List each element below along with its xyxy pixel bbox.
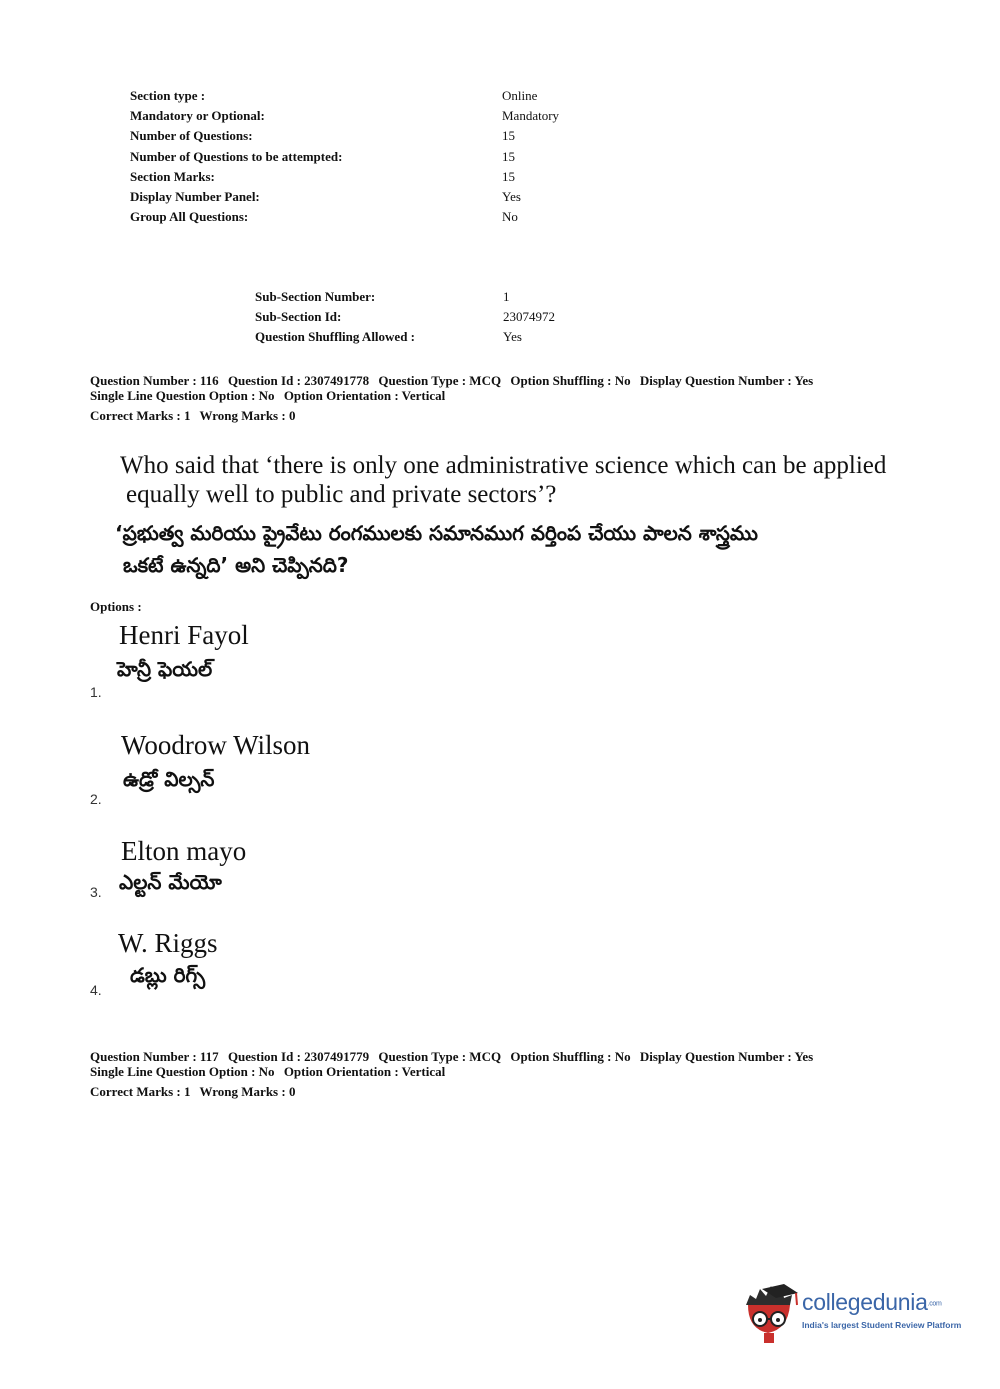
- subsection-row: [255, 307, 555, 327]
- subsection-field-label: Sub-Section Number:: [255, 289, 376, 304]
- metadata-line: [90, 1084, 813, 1099]
- section-field-label: Group All Questions:: [130, 209, 249, 225]
- question-line: equally well to public and private sectors’?: [126, 481, 557, 508]
- section-row: [130, 147, 559, 167]
- subsection-field-label: Question Shuffling Allowed :: [255, 329, 416, 345]
- section-row: [130, 86, 559, 106]
- metadata-line: [90, 408, 813, 423]
- section-field-label: Section type :: [130, 88, 206, 103]
- section-row: [130, 167, 559, 187]
- section-field-value: Mandatory: [502, 108, 560, 124]
- subsection-info-table: [255, 287, 555, 348]
- question-117-metadata: [90, 1049, 813, 1099]
- question-id: Question Id : 2307491779: [227, 1049, 370, 1064]
- option-orientation: Option Orientation : Vertical: [283, 1064, 446, 1079]
- single-line-option: Single Line Question Option : No: [90, 1064, 275, 1079]
- question-id: Question Id : 2307491778: [227, 373, 370, 388]
- single-line-option: Single Line Question Option : No: [90, 388, 275, 403]
- section-field-label: Display Number Panel:: [130, 189, 260, 205]
- option-3-number: 3.: [90, 884, 102, 900]
- option-shuffling: Option Shuffling : No: [510, 1049, 631, 1064]
- section-field-label: Section Marks:: [130, 168, 215, 184]
- section-field-label: Mandatory or Optional:: [130, 108, 265, 124]
- option-3-telugu: ఎల్టన్ మేయో: [119, 870, 222, 894]
- metadata-line: [90, 1049, 813, 1064]
- question-type: Question Type : MCQ: [378, 1049, 502, 1064]
- section-row: [130, 207, 559, 227]
- subsection-row: [255, 287, 555, 307]
- section-field-label: Number of Questions to be attempted:: [130, 148, 343, 164]
- option-1-telugu: హెన్రీ ఫెయల్: [117, 657, 213, 681]
- correct-marks: Correct Marks : 1: [90, 1084, 191, 1099]
- option-2-number: 2.: [90, 791, 102, 807]
- section-field-value: 15: [502, 148, 515, 164]
- wrong-marks: Wrong Marks : 0: [199, 1084, 296, 1099]
- option-orientation: Option Orientation : Vertical: [283, 388, 446, 403]
- section-row: [130, 187, 559, 207]
- section-row: [130, 126, 559, 146]
- section-field-value: Online: [502, 88, 538, 103]
- question-line: Who said that ‘there is only one administrative science which can be applied: [120, 452, 887, 479]
- option-shuffling: Option Shuffling : No: [510, 373, 631, 388]
- brand-tagline: India's largest Student Review Platform: [802, 1320, 962, 1330]
- option-4-telugu: డబ్లు రిగ్స్: [130, 963, 206, 987]
- display-question-number: Display Question Number : Yes: [639, 373, 814, 388]
- question-line: ‘ప్రభుత్వ మరియు ప్రైవేటు రంగములకు సమానముగ వర్తింప చేయు పాలన శాస్త్రము: [115, 521, 758, 545]
- option-3-english: Elton mayo: [121, 836, 247, 866]
- correct-marks: Correct Marks : 1: [90, 408, 191, 423]
- option-4-english: W. Riggs: [118, 928, 218, 958]
- question-text-telugu: [115, 517, 935, 581]
- section-row: [130, 106, 559, 126]
- question-text-english: [120, 451, 920, 509]
- subsection-field-value: 1: [503, 289, 510, 304]
- subsection-row: [255, 327, 555, 347]
- question-type: Question Type : MCQ: [378, 373, 502, 388]
- wrong-marks: Wrong Marks : 0: [199, 408, 296, 423]
- subsection-field-label: Sub-Section Id:: [255, 309, 342, 325]
- section-info-table: [130, 86, 559, 227]
- section-field-value: Yes: [502, 189, 521, 205]
- section-field-value: 15: [502, 128, 515, 144]
- question-number: Question Number : 117: [90, 1049, 219, 1064]
- metadata-line: [90, 1064, 813, 1079]
- section-field-label: Number of Questions:: [130, 128, 253, 144]
- metadata-line: [90, 373, 813, 388]
- question-number: Question Number : 116: [90, 373, 219, 388]
- subsection-field-value: Yes: [503, 329, 522, 345]
- options-label: Options :: [90, 599, 142, 614]
- subsection-field-value: 23074972: [503, 309, 555, 325]
- metadata-line: [90, 388, 813, 403]
- mascot-icon: [740, 1283, 800, 1345]
- option-2-english: Woodrow Wilson: [121, 730, 310, 760]
- section-field-value: 15: [502, 168, 515, 184]
- collegedunia-logo: [740, 1283, 970, 1353]
- section-field-value: No: [502, 209, 518, 225]
- option-1-number: 1.: [90, 684, 102, 700]
- brand-name: collegedunia.com: [802, 1289, 942, 1315]
- option-1-english: Henri Fayol: [119, 620, 249, 650]
- option-2-telugu: ఉడ్రో విల్సన్: [123, 767, 215, 791]
- brand-suffix: .com: [927, 1300, 942, 1308]
- display-question-number: Display Question Number : Yes: [639, 1049, 814, 1064]
- question-line: ఒకటే ఉన్నది’ అని చెప్పినది?: [123, 553, 349, 577]
- question-116-metadata: [90, 373, 813, 423]
- option-4-number: 4.: [90, 982, 102, 998]
